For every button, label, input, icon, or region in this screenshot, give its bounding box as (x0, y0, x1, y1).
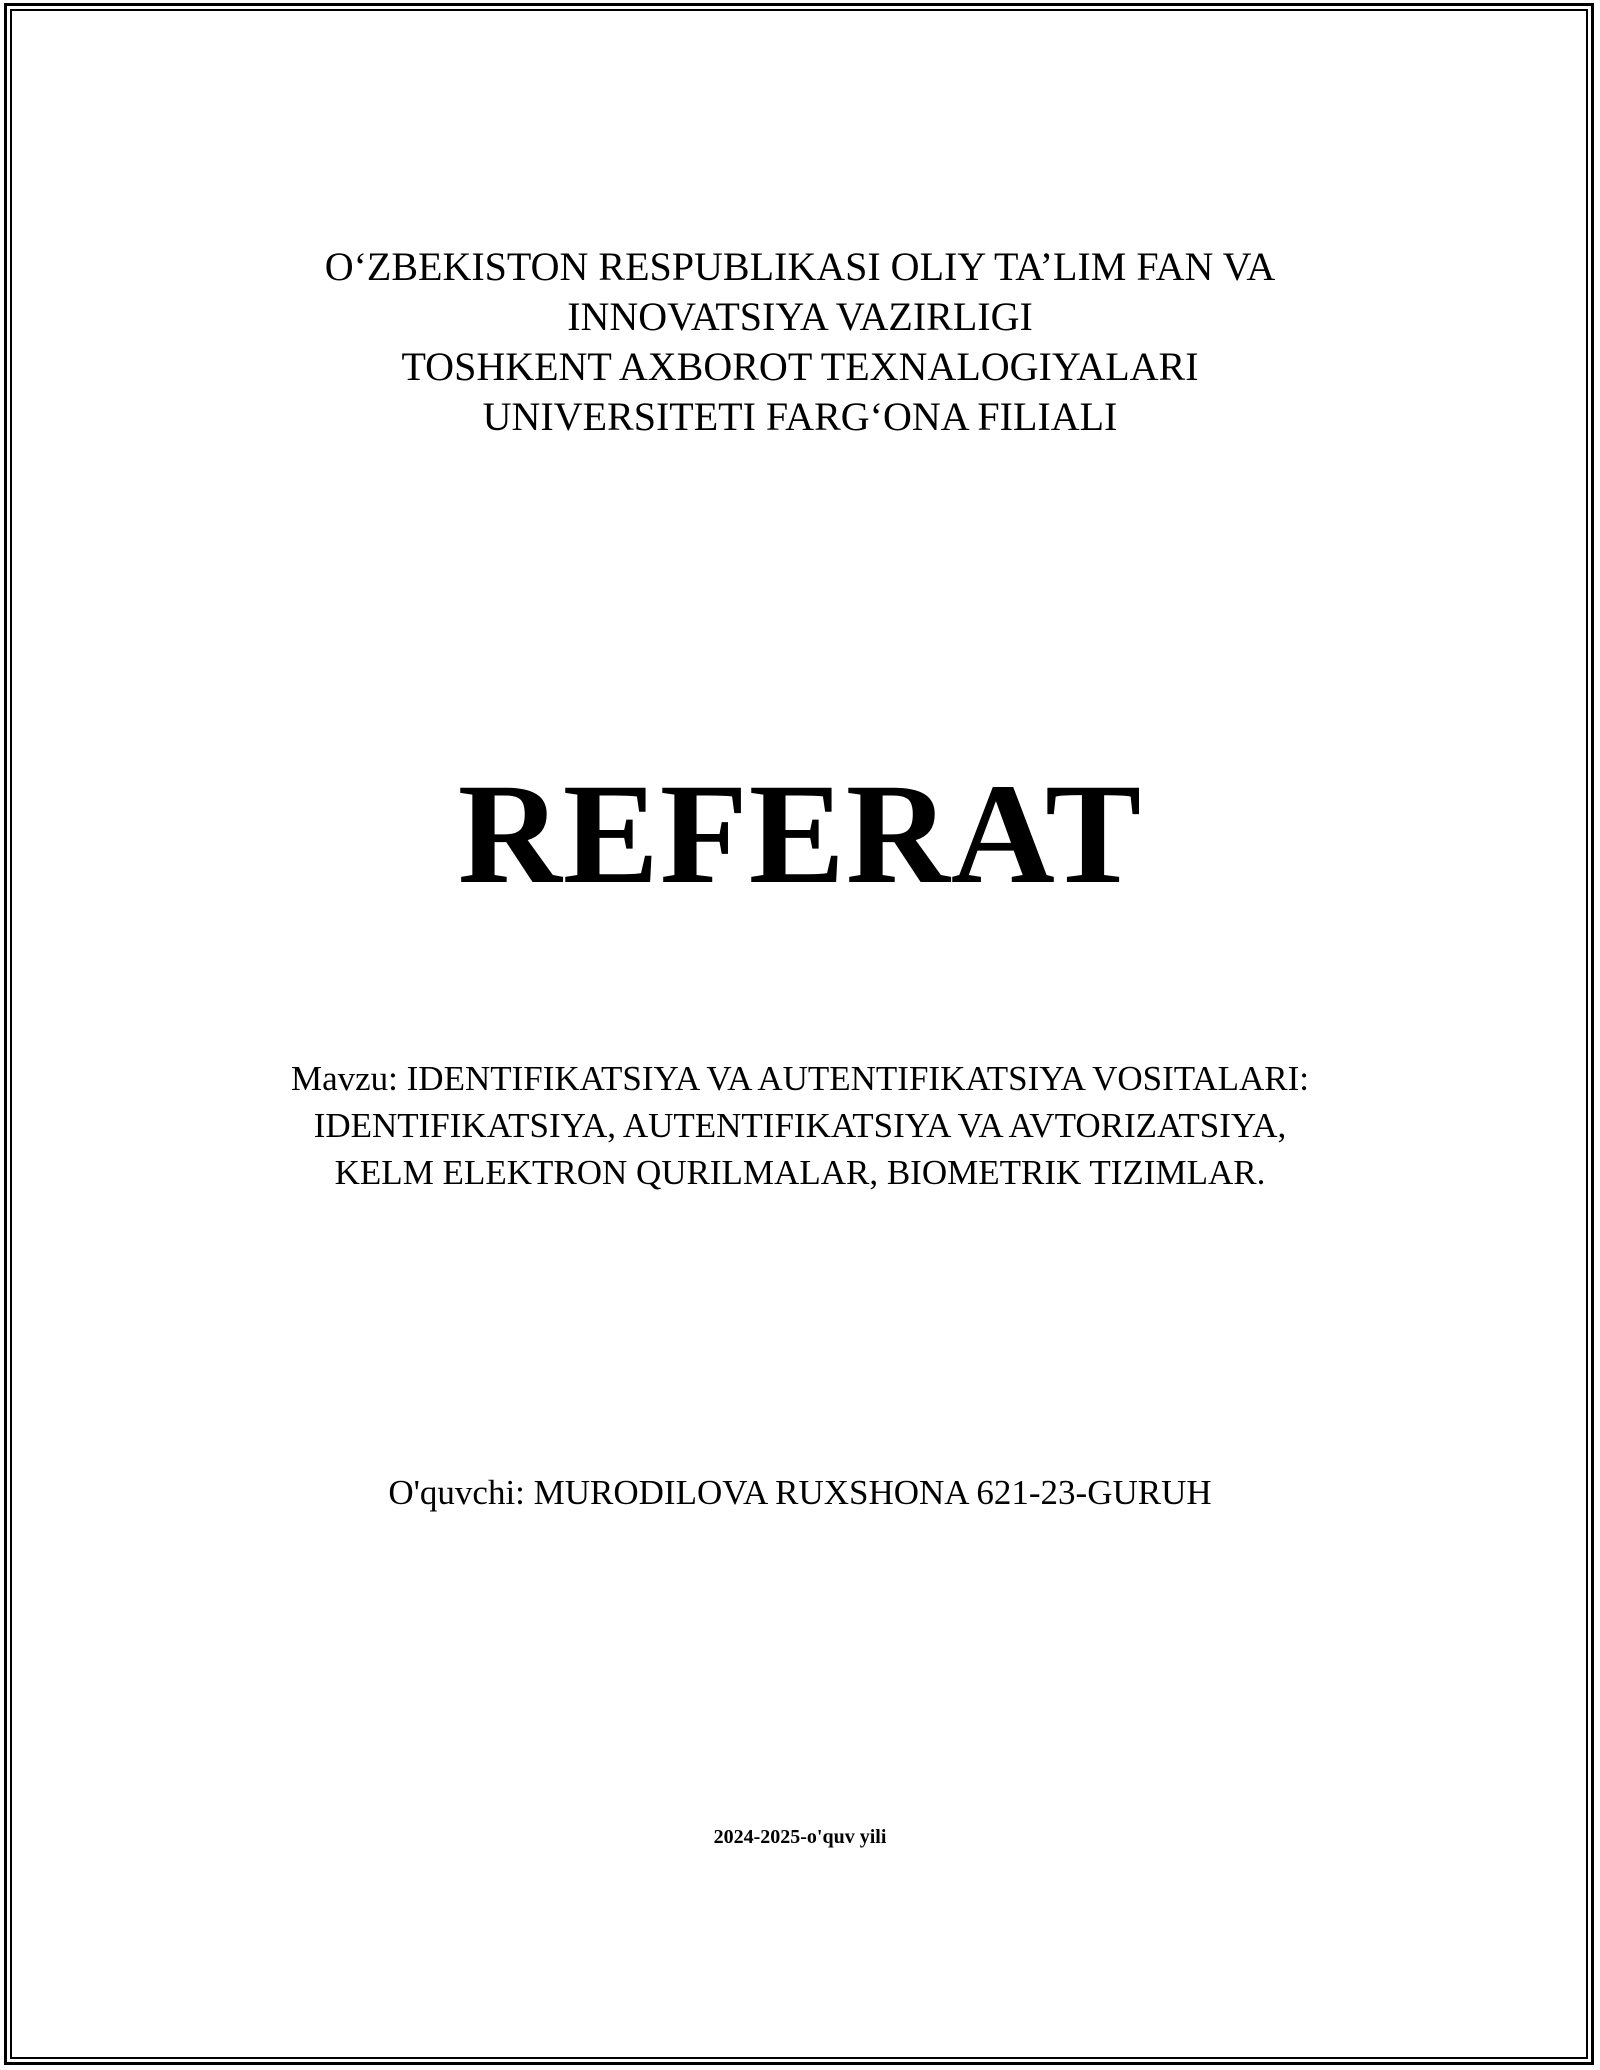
academic-year: 2024-2025-o'quv yili (713, 1826, 887, 1848)
document-title: REFERAT (457, 755, 1143, 914)
student-info: O'quvchi: MURODILOVA RUXSHONA 621-23-GURUH (388, 1473, 1212, 1512)
topic-line-2: IDENTIFIKATSIYA, AUTENTIFIKATSIYA VA AVTORIZATSIYA, (313, 1106, 1287, 1145)
ministry-line-1: O‘ZBEKISTON RESPUBLIKASI OLIY TA’LIM FAN VA (324, 244, 1276, 289)
topic-line-3: KELM ELEKTRON QURILMALAR, BIOMETRIK TIZIMLAR. (334, 1153, 1266, 1192)
university-line-1: TOSHKENT AXBOROT TEXNALOGIYALARI (401, 344, 1199, 389)
topic-block (0, 1055, 1600, 1196)
topic-line-1: Mavzu: IDENTIFIKATSIYA VA AUTENTIFIKATSIYA VOSITALARI: (290, 1059, 1310, 1098)
university-line-2: UNIVERSITETI FARG‘ONA FILIALI (482, 394, 1118, 439)
ministry-header (0, 242, 1600, 442)
ministry-line-2: INNOVATSIYA VAZIRLIGI (567, 294, 1033, 339)
